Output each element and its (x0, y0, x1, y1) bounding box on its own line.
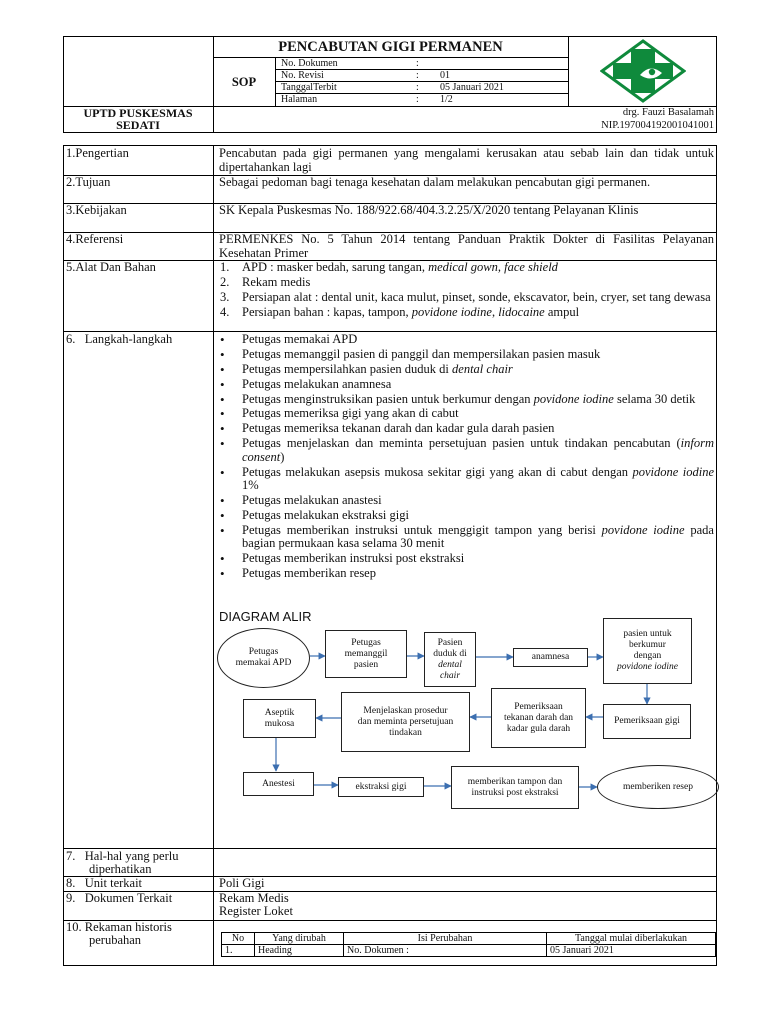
field-label: TanggalTerbit (281, 81, 337, 93)
table-header: Tanggal mulai diberlakukan (547, 933, 716, 945)
table-header: No (222, 933, 255, 945)
table-header: Isi Perubahan (344, 933, 547, 945)
list-item: • Petugas memanggil pasien di panggil dan mempersilakan pasien masuk (216, 348, 714, 362)
field-sep: : (416, 57, 419, 69)
org-name: SEDATI (116, 118, 160, 132)
org-name: UPTD PUSKESMAS (83, 106, 193, 120)
flow-node: Anestesi (243, 772, 314, 796)
list-item: • Petugas melakukan ekstraksi gigi (216, 509, 714, 523)
list-item: • Petugas menjelaskan dan meminta persetujuan pasien untuk tindakan pencabutan (inform consent) (216, 437, 714, 464)
list-item: 2. Rekam medis (220, 275, 311, 289)
list-item: 1. APD : masker bedah, sarung tangan, medical gown, face shield (220, 260, 558, 274)
section-text: Pencabutan pada gigi permanen yang mengalami kerusakan atau sebab lain dan tidak untuk dipertahankan lagi (219, 146, 714, 174)
field-sep: : (416, 81, 419, 93)
list-item: • Petugas memberikan instruksi untuk menggigit tampon yang berisi povidone iodine pada bagian permukaan kasa selama 30 menit (216, 524, 714, 551)
section-text: Rekam Medis (219, 891, 289, 905)
field-value: 1/2 (440, 93, 453, 105)
table-header-row (222, 933, 716, 945)
flow-node: memberikan tampon dan instruksi post ekstraksi (451, 766, 579, 809)
list-item: • Petugas memberikan instruksi post ekstraksi (216, 552, 714, 566)
list-item: • Petugas memakai APD (216, 333, 714, 347)
section-text: Poli Gigi (219, 876, 265, 890)
list-item: • Petugas menginstruksikan pasien untuk berkumur dengan povidone iodine selama 30 detik (216, 393, 714, 407)
section-label: 2.Tujuan (66, 175, 111, 189)
table-cell: 05 Januari 2021 (547, 945, 716, 957)
field-value: 05 Januari 2021 (440, 81, 504, 93)
section-label: 8. Unit terkait (66, 876, 143, 890)
section-label: 4.Referensi (66, 232, 124, 246)
list-item: 3. Persiapan alat : dental unit, kaca mulut, pinset, sonde, ekscavator, bein, cryer, set tang dewasa (220, 290, 711, 304)
signer-nip: NIP.197004192001041001 (601, 120, 714, 131)
flow-node: anamnesa (513, 648, 588, 667)
document-title: PENCABUTAN GIGI PERMANEN (278, 39, 503, 55)
section-label: 7. Hal-hal yang perlu (66, 849, 179, 863)
section-text: Sebagai pedoman bagi tenaga kesehatan dalam melakukan pencabutan gigi permanen. (219, 175, 651, 189)
flow-node-end: memberiken resep (597, 765, 719, 809)
list-item: • Petugas melakukan asepsis mukosa sekitar gigi yang akan di cabut dengan povidone iodine 1% (216, 466, 714, 493)
table-header: Yang dirubah (255, 933, 344, 945)
flow-node: Aseptik mukosa (243, 699, 316, 738)
list-item: • Petugas memeriksa gigi yang akan di cabut (216, 407, 714, 421)
section-label: 9. Dokumen Terkait (66, 891, 173, 905)
list-item: • Petugas memeriksa tekanan darah dan kadar gula darah pasien (216, 422, 714, 436)
flow-node: Petugas memanggil pasien (325, 630, 407, 678)
flow-node: Pemeriksaan gigi (603, 704, 691, 739)
field-sep: : (416, 93, 419, 105)
signer-name: drg. Fauzi Basalamah (622, 107, 714, 118)
field-value: 01 (440, 69, 450, 81)
flow-node: Pasien duduk di dental chair (424, 632, 476, 687)
table-cell: No. Dokumen : (344, 945, 547, 957)
flow-node: Menjelaskan prosedur dan meminta persetujuan tindakan (341, 692, 470, 752)
field-label: Halaman (281, 93, 318, 105)
section-label: perubahan (89, 933, 142, 947)
section-label: 1.Pengertian (66, 146, 129, 160)
table-cell: 1. (222, 945, 255, 957)
section-label: 5.Alat Dan Bahan (66, 260, 156, 274)
list-item: • Petugas melakukan anamnesa (216, 378, 714, 392)
diagram-title: DIAGRAM ALIR (219, 609, 312, 624)
section-text: PERMENKES No. 5 Tahun 2014 tentang Panduan Praktik Dokter di Fasilitas Pelayanan Kesehatan Primer (219, 232, 714, 260)
section-label: 6. Langkah-langkah (66, 332, 173, 346)
sop-label: SOP (231, 75, 257, 89)
list-item: 4. Persiapan bahan : kapas, tampon, povidone iodine, lidocaine ampul (220, 305, 580, 319)
flow-node: Pemeriksaan tekanan darah dan kadar gula darah (491, 688, 586, 748)
list-item: • Petugas mempersilahkan pasien duduk di dental chair (216, 363, 714, 377)
field-sep: : (416, 69, 419, 81)
field-label: No. Revisi (281, 69, 324, 81)
list-item: • Petugas melakukan anastesi (216, 494, 714, 508)
section-text: Register Loket (219, 904, 293, 918)
list-item: • Petugas memberikan resep (216, 567, 714, 581)
section-label: 10. Rekaman historis (66, 920, 172, 934)
table-row (222, 945, 716, 957)
table-cell: Heading (255, 945, 344, 957)
flow-node: ekstraksi gigi (338, 777, 424, 797)
history-table (221, 932, 716, 957)
flow-node: pasien untuk berkumur dengan povidone iodine (603, 618, 692, 684)
flow-node-start: Petugas memakai APD (217, 628, 310, 688)
field-label: No. Dokumen (281, 57, 338, 69)
section-label: 3.Kebijakan (66, 203, 127, 217)
section-text: SK Kepala Puskesmas No. 188/922.68/404.3.2.25/X/2020 tentang Pelayanan Klinis (219, 203, 639, 217)
section-label: diperhatikan (89, 862, 152, 876)
